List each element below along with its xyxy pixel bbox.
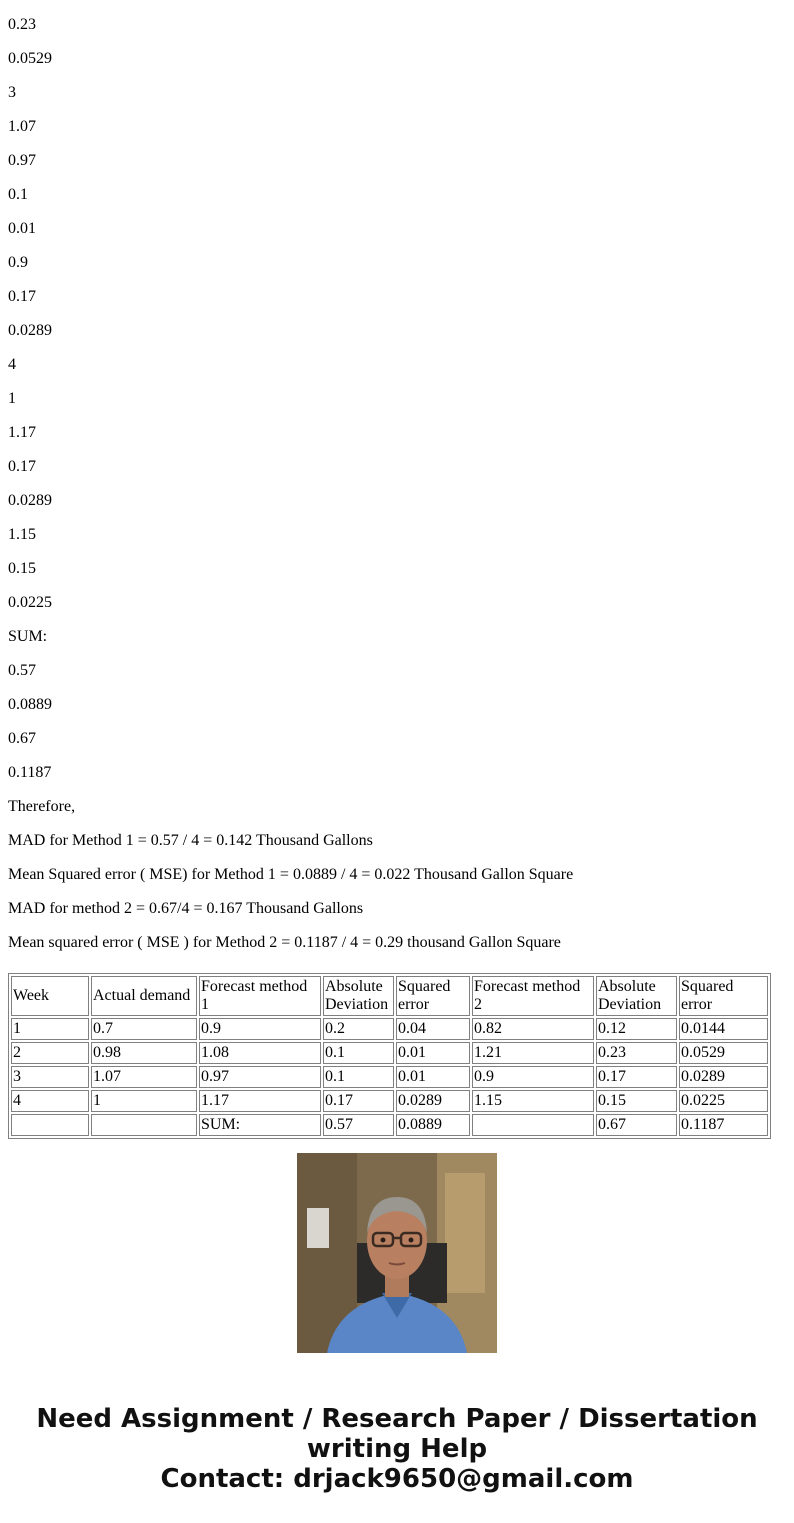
table-cell: 0.2 bbox=[323, 1018, 394, 1040]
text-line: 1 bbox=[8, 390, 16, 407]
text-line: 0.0289 bbox=[8, 492, 52, 509]
table-cell: 0.82 bbox=[472, 1018, 594, 1040]
table-cell: 0.17 bbox=[323, 1090, 394, 1112]
table-cell: 0.1 bbox=[323, 1042, 394, 1064]
text-line: 0.15 bbox=[8, 560, 36, 577]
table-container bbox=[8, 973, 772, 1133]
table-cell: 3 bbox=[11, 1066, 89, 1088]
table-cell: 2 bbox=[11, 1042, 89, 1064]
table-cell: 0.97 bbox=[199, 1066, 321, 1088]
table-cell: 0.98 bbox=[91, 1042, 197, 1064]
table-cell bbox=[11, 1114, 89, 1136]
table-cell: 0.0889 bbox=[396, 1114, 470, 1136]
table-cell: 0.0529 bbox=[679, 1042, 768, 1064]
text-line: 4 bbox=[8, 356, 16, 373]
table-cell: 0.0289 bbox=[396, 1090, 470, 1112]
forecast-table bbox=[8, 973, 771, 1139]
header-cell: Forecast method 1 bbox=[199, 976, 321, 1016]
table-cell: 1.17 bbox=[199, 1090, 321, 1112]
text-line: 1.07 bbox=[8, 118, 36, 135]
table-cell bbox=[472, 1114, 594, 1136]
text-line: 0.17 bbox=[8, 458, 36, 475]
table-cell: 0.1 bbox=[323, 1066, 394, 1088]
text-line: 0.67 bbox=[8, 730, 36, 747]
table-cell: 0.1187 bbox=[679, 1114, 768, 1136]
table-cell: 4 bbox=[11, 1090, 89, 1112]
header-cell: Absolute Deviation bbox=[596, 976, 677, 1016]
text-line: 1.15 bbox=[8, 526, 36, 543]
table-cell: 1.21 bbox=[472, 1042, 594, 1064]
text-line: 1.17 bbox=[8, 424, 36, 441]
table-sum-row bbox=[11, 1114, 768, 1136]
table-cell: 1.07 bbox=[91, 1066, 197, 1088]
table-cell: 0.0289 bbox=[679, 1066, 768, 1088]
table-cell: 1.15 bbox=[472, 1090, 594, 1112]
table-cell: 0.57 bbox=[323, 1114, 394, 1136]
table-cell: 0.01 bbox=[396, 1042, 470, 1064]
table-cell: SUM: bbox=[199, 1114, 321, 1136]
mse-method-1-text: Mean Squared error ( MSE) for Method 1 = 0.0889 / 4 = 0.022 Thousand Gallon Square bbox=[8, 866, 574, 883]
header-cell: Actual demand bbox=[91, 976, 197, 1016]
text-line: 0.1187 bbox=[8, 764, 52, 781]
table-header-row bbox=[11, 976, 768, 1016]
table-cell: 1 bbox=[91, 1090, 197, 1112]
table-cell bbox=[91, 1114, 197, 1136]
table-row bbox=[11, 1090, 768, 1112]
text-line: 0.1 bbox=[8, 186, 28, 203]
table-cell: 0.9 bbox=[199, 1018, 321, 1040]
table-cell: 0.15 bbox=[596, 1090, 677, 1112]
table-cell: 0.17 bbox=[596, 1066, 677, 1088]
text-line: 0.0225 bbox=[8, 594, 52, 611]
table-cell: 0.9 bbox=[472, 1066, 594, 1088]
header-cell: Squared error bbox=[396, 976, 470, 1016]
therefore-text: Therefore, bbox=[8, 798, 76, 815]
table-cell: 0.7 bbox=[91, 1018, 197, 1040]
table-cell: 1.08 bbox=[199, 1042, 321, 1064]
text-line: 3 bbox=[8, 84, 16, 101]
table-cell: 0.0144 bbox=[679, 1018, 768, 1040]
author-photo-icon bbox=[297, 1153, 497, 1353]
cta-headline: Need Assignment / Research Paper / Dissertation writing Help bbox=[36, 1404, 758, 1464]
text-line: 0.0529 bbox=[8, 50, 52, 67]
contact-banner bbox=[0, 1404, 794, 1494]
header-cell: Squared error bbox=[679, 976, 768, 1016]
table-cell: 0.04 bbox=[396, 1018, 470, 1040]
text-line: 0.23 bbox=[8, 16, 36, 33]
header-cell: Absolute Deviation bbox=[323, 976, 394, 1016]
text-line: 0.57 bbox=[8, 662, 36, 679]
table-cell: 0.01 bbox=[396, 1066, 470, 1088]
answer-text bbox=[8, 0, 778, 968]
table-cell: 1 bbox=[11, 1018, 89, 1040]
text-line bbox=[8, 0, 778, 16]
text-line: 0.0289 bbox=[8, 322, 52, 339]
text-line: 0.17 bbox=[8, 288, 36, 305]
mse-method-2-text: Mean squared error ( MSE ) for Method 2 = 0.1187 / 4 = 0.29 thousand Gallon Square bbox=[8, 934, 561, 951]
table-cell: 0.67 bbox=[596, 1114, 677, 1136]
table-row bbox=[11, 1066, 768, 1088]
table-row bbox=[11, 1018, 768, 1040]
mad-method-2-text: MAD for method 2 = 0.67/4 = 0.167 Thousand Gallons bbox=[8, 900, 364, 917]
header-cell: Week bbox=[11, 976, 89, 1016]
text-line: 0.01 bbox=[8, 220, 36, 237]
text-line: 0.9 bbox=[8, 254, 28, 271]
header-cell: Forecast method 2 bbox=[472, 976, 594, 1016]
table-cell: 0.0225 bbox=[679, 1090, 768, 1112]
contact-email: Contact: drjack9650@gmail.com bbox=[160, 1464, 634, 1494]
text-line: 0.97 bbox=[8, 152, 36, 169]
mad-method-1-text: MAD for Method 1 = 0.57 / 4 = 0.142 Thousand Gallons bbox=[8, 832, 373, 849]
table-cell: 0.23 bbox=[596, 1042, 677, 1064]
text-line: 0.0889 bbox=[8, 696, 52, 713]
table-cell: 0.12 bbox=[596, 1018, 677, 1040]
text-line: SUM: bbox=[8, 628, 48, 645]
table-row bbox=[11, 1042, 768, 1064]
